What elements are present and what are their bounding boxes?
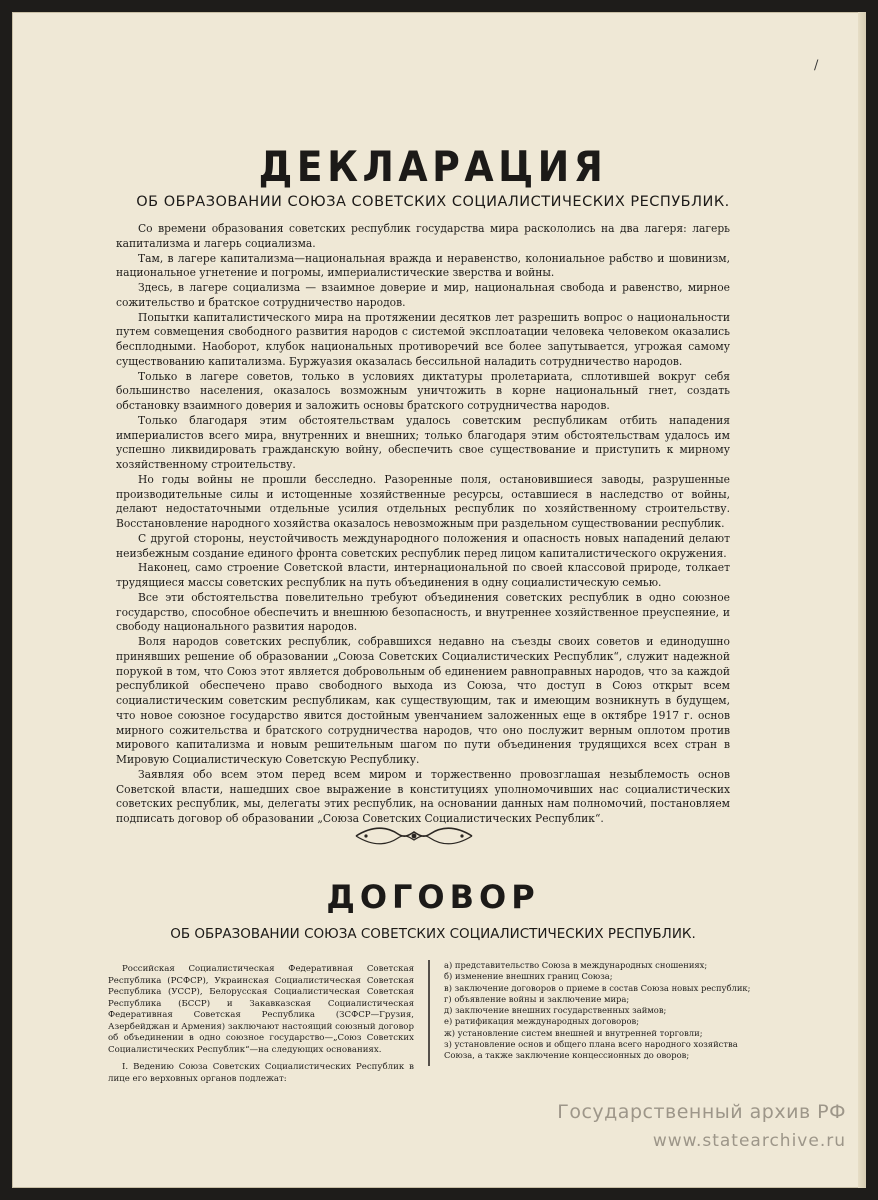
treaty-list-item: в) заключение договоров о приеме в состав Союза новых республик; [444,982,751,993]
treaty-subtitle: ОБ ОБРАЗОВАНИИ СОЮЗА СОВЕТСКИХ СОЦИАЛИСТИЧЕСКИХ РЕСПУБЛИК. [170,926,696,942]
treaty-list-item: д) заключение внешних государственных займов; [444,1005,667,1016]
treaty-list-item: з) установление основ и общего плана всего народного хозяйства Союза, а также заключение концессионных до оворов; [444,1039,738,1061]
treaty-preamble: Российская Социалистическая Федеративная Советская Республика (РСФСР), Украинская Социалистическая Советская Республика (УССР), Белорусская Социалистическая Советская Республика (БССР) и Закавказская Социалистическая Федеративная Советская Республика (ЗСФСР—Грузия, Азербейджан и Армения) заключают настоящий союзный договор об объединении в одно союзное государство—„Союз Советских Социалистических Республик“—на следующих основаниях. [108,964,414,1055]
declaration-paragraph: Со времени образования советских республик государства мира раскололись на два лагеря: лагерь капитализма и лагерь социализма. [116,222,730,250]
declaration-paragraph: Все эти обстоятельства повелительно требуют объединения советских республик в одно союзное государство, способное обеспечить и внешнюю безопасность, и внутреннее хозяйственное преуспеяние, и свободу национального развития народов. [116,590,730,634]
ornament-divider-icon [352,824,476,848]
treaty-list-item: е) ратификация международных договоров; [444,1016,640,1027]
declaration-paragraph: Только в лагере советов, только в условиях диктатуры пролетариата, сплотившей вокруг себя большинство населения, оказалось возможным уничтожить в корне национальный гнет, создать обстановку взаимного доверия и заложить основы братского сотрудничества народов. [116,369,730,412]
declaration-subtitle: ОБ ОБРАЗОВАНИИ СОЮЗА СОВЕТСКИХ СОЦИАЛИСТИЧЕСКИХ РЕСПУБЛИК. [136,194,730,210]
treaty-left-column [108,964,414,1085]
column-divider [428,960,431,1066]
declaration-title: ДЕКЛАРАЦИЯ [258,142,608,191]
declaration-paragraph: Там, в лагере капитализма—национальная вражда и неравенство, колониальное рабство и шовинизм, национальное угнетение и погромы, империалистические зверства и войны. [116,251,730,280]
declaration-paragraph: Заявляя обо всем этом перед всем миром и торжественно провозглашая незыблемость основ Советской власти, нашедших свое выражение в конституциях уполномочивших нас социалистических советских республик, мы, делегаты этих республик, на основании данных нам полномочий, постановляем подписать договор об образовании „Союза Советских Социалистических Республик“. [116,767,730,825]
declaration-paragraph: С другой стороны, неустойчивость международного положения и опасность новых нападений делают неизбежным создание единого фронта советских республик перед лицом капиталистического окружения. [116,531,730,560]
treaty-list-item: ж) установление систем внешней и внутренней торговли; [444,1027,703,1038]
declaration-paragraph: Воля народов советских республик, собравшихся недавно на съезды своих советов и единодушно принявших решение об образовании „Союза Советских Социалистических Республик“, служит надежной порукой в том, что Союз этот является добровольным об единением равноправных народов, что за каждой республикой обеспечено право свободного выхода из Союза, что доступ в Союз открыт всем социалистическим советским республикам, как существующим, так и имеющим возникнуть в будущем, что новое союзное государство явится достойным увенчанием заложенных еще в октябре 1917 г. основ мирного сожительства и братского сотрудничества народов, что оно послужит верным оплотом против мирового капитализма и новым решительным шагом по пути объединения трудящихся всех стран в Мировую Социалистическую Советскую Республику. [116,635,730,766]
page-mark: / [814,58,819,73]
paper-edge [858,12,866,1188]
treaty-title: ДОГОВОР [326,878,540,916]
treaty-right-column [444,960,764,1062]
declaration-body [116,222,730,827]
treaty-list-item: б) изменение внешних границ Союза; [444,971,613,982]
declaration-paragraph: Наконец, само строение Советской власти, интернациональной по своей классовой природе, толкает трудящиеся массы советских республик на путь объединения в одну социалистическую семью. [116,561,730,589]
declaration-paragraph: Но годы войны не прошли бесследно. Разоренные поля, остановившиеся заводы, разрушенные производительные силы и истощенные хозяйственные ресурсы, оставшиеся в наследство от войны, делают недостаточными отдельные усилия отдельных республик по хозяйственному строительству. Восстановление народного хозяйства оказалось невозможным при раздельном существовании республик. [116,472,730,530]
treaty-list-item: г) объявление войны и заключение мира; [444,993,630,1004]
archive-watermark-title: Государственный архив РФ [557,1101,846,1123]
archive-watermark-url: www.statearchive.ru [652,1131,846,1151]
declaration-paragraph: Попытки капиталистического мира на протяжении десятков лет разрешить вопрос о национальности путем совмещения свободного развития народов с системой эксплоатации человека человеком оказались бесплодными. Наоборот, клубок национальных противоречий все более запутывается, угрожая самому существованию капитализма. Буржуазия оказалась бессильной наладить сотрудничество народов. [116,310,730,368]
declaration-paragraph: Только благодаря этим обстоятельствам удалось советским республикам отбить нападения империалистов всего мира, внутренних и внешних; только благодаря этим обстоятельствам удалось им успешно ликвидировать гражданскую войну, обеспечить свое существование и приступить к мирному хозяйственному строительству. [116,413,730,471]
treaty-list-item: а) представительство Союза в международных сношениях; [444,960,708,970]
treaty-article-1: I. Ведению Союза Советских Социалистических Республик в лице его верховных органов подлежат: [108,1062,414,1084]
declaration-paragraph: Здесь, в лагере социализма — взаимное доверие и мир, национальная свобода и равенство, мирное сожительство и братское сотрудничество народов. [116,281,730,309]
document-page [12,12,866,1188]
